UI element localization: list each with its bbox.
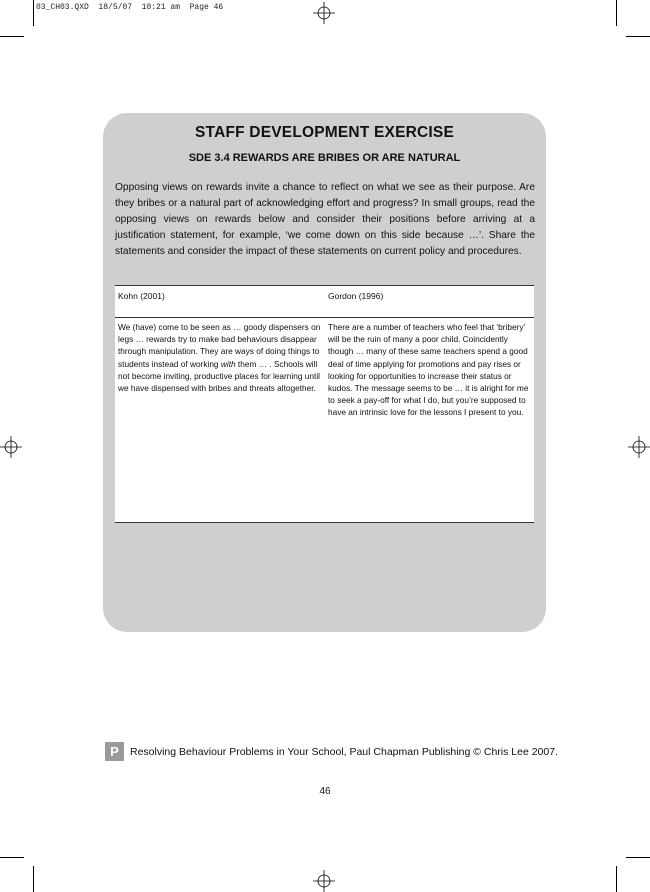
print-slug: 03_CH03.QXD 18/5/07 10:21 am Page 46 [36, 3, 224, 12]
kohn-text-part: We (have) come to be seen as … goody dispensers on legs … rewards try to make bad behaviours disappear through manipulation. They are ways of doing things to students instead of working [118, 322, 321, 369]
exercise-panel [103, 113, 546, 632]
table-header-gordon: Gordon (1996) [328, 291, 384, 301]
kohn-text-emphasis: with [220, 358, 236, 369]
views-table [115, 285, 534, 523]
registration-mark-icon [628, 436, 650, 458]
page-number: 46 [319, 786, 331, 797]
registration-mark-icon [0, 436, 22, 458]
crop-mark [0, 857, 24, 858]
kohn-text-part: them … . Schools will not become inviting, productive places for learning until we have dispensed with bribes and threats altogether. [118, 358, 321, 394]
exercise-title: STAFF DEVELOPMENT EXERCISE [195, 124, 454, 141]
copyright-footer [105, 742, 558, 761]
crop-mark [626, 857, 650, 858]
crop-mark [0, 36, 24, 37]
photocopiable-badge: P [105, 742, 124, 761]
registration-mark-icon [313, 2, 335, 24]
exercise-intro: Opposing views on rewards invite a chance to reflect on what we see as their purpose. Are they bribes or a natural part of acknowledging effort and progress? In small groups, read the opposing views on rewards below and consider their positions before arriving at a justification statement, for example, ‘we come down on this side because …’. Share the statements and consider the impact of these statements on current policy and procedures. [115, 182, 535, 257]
crop-mark [33, 866, 34, 892]
crop-mark [626, 36, 650, 37]
table-cell-gordon: There are a number of teachers who feel that ‘bribery’ will be the ruin of many a poor child. Coincidently though … many of these same teachers spend a good deal of time applying for promotions and pay rises or looking for opportunities to increase their status or kudos. The message seems to be … it is alright for me to seek a pay-off for what I do, but you’re supposed to have an intrinsic love for the lessons I present to you. [328, 322, 529, 418]
exercise-subtitle: SDE 3.4 REWARDS ARE BRIBES OR ARE NATURAL [188, 152, 461, 164]
crop-mark [616, 0, 617, 26]
crop-mark [33, 0, 34, 26]
table-cell-kohn [118, 321, 323, 394]
table-divider [115, 317, 534, 318]
crop-mark [616, 866, 617, 892]
registration-mark-icon [313, 870, 335, 892]
table-header-kohn: Kohn (2001) [118, 291, 165, 301]
copyright-text: Resolving Behaviour Problems in Your School, Paul Chapman Publishing © Chris Lee 2007. [130, 745, 558, 758]
